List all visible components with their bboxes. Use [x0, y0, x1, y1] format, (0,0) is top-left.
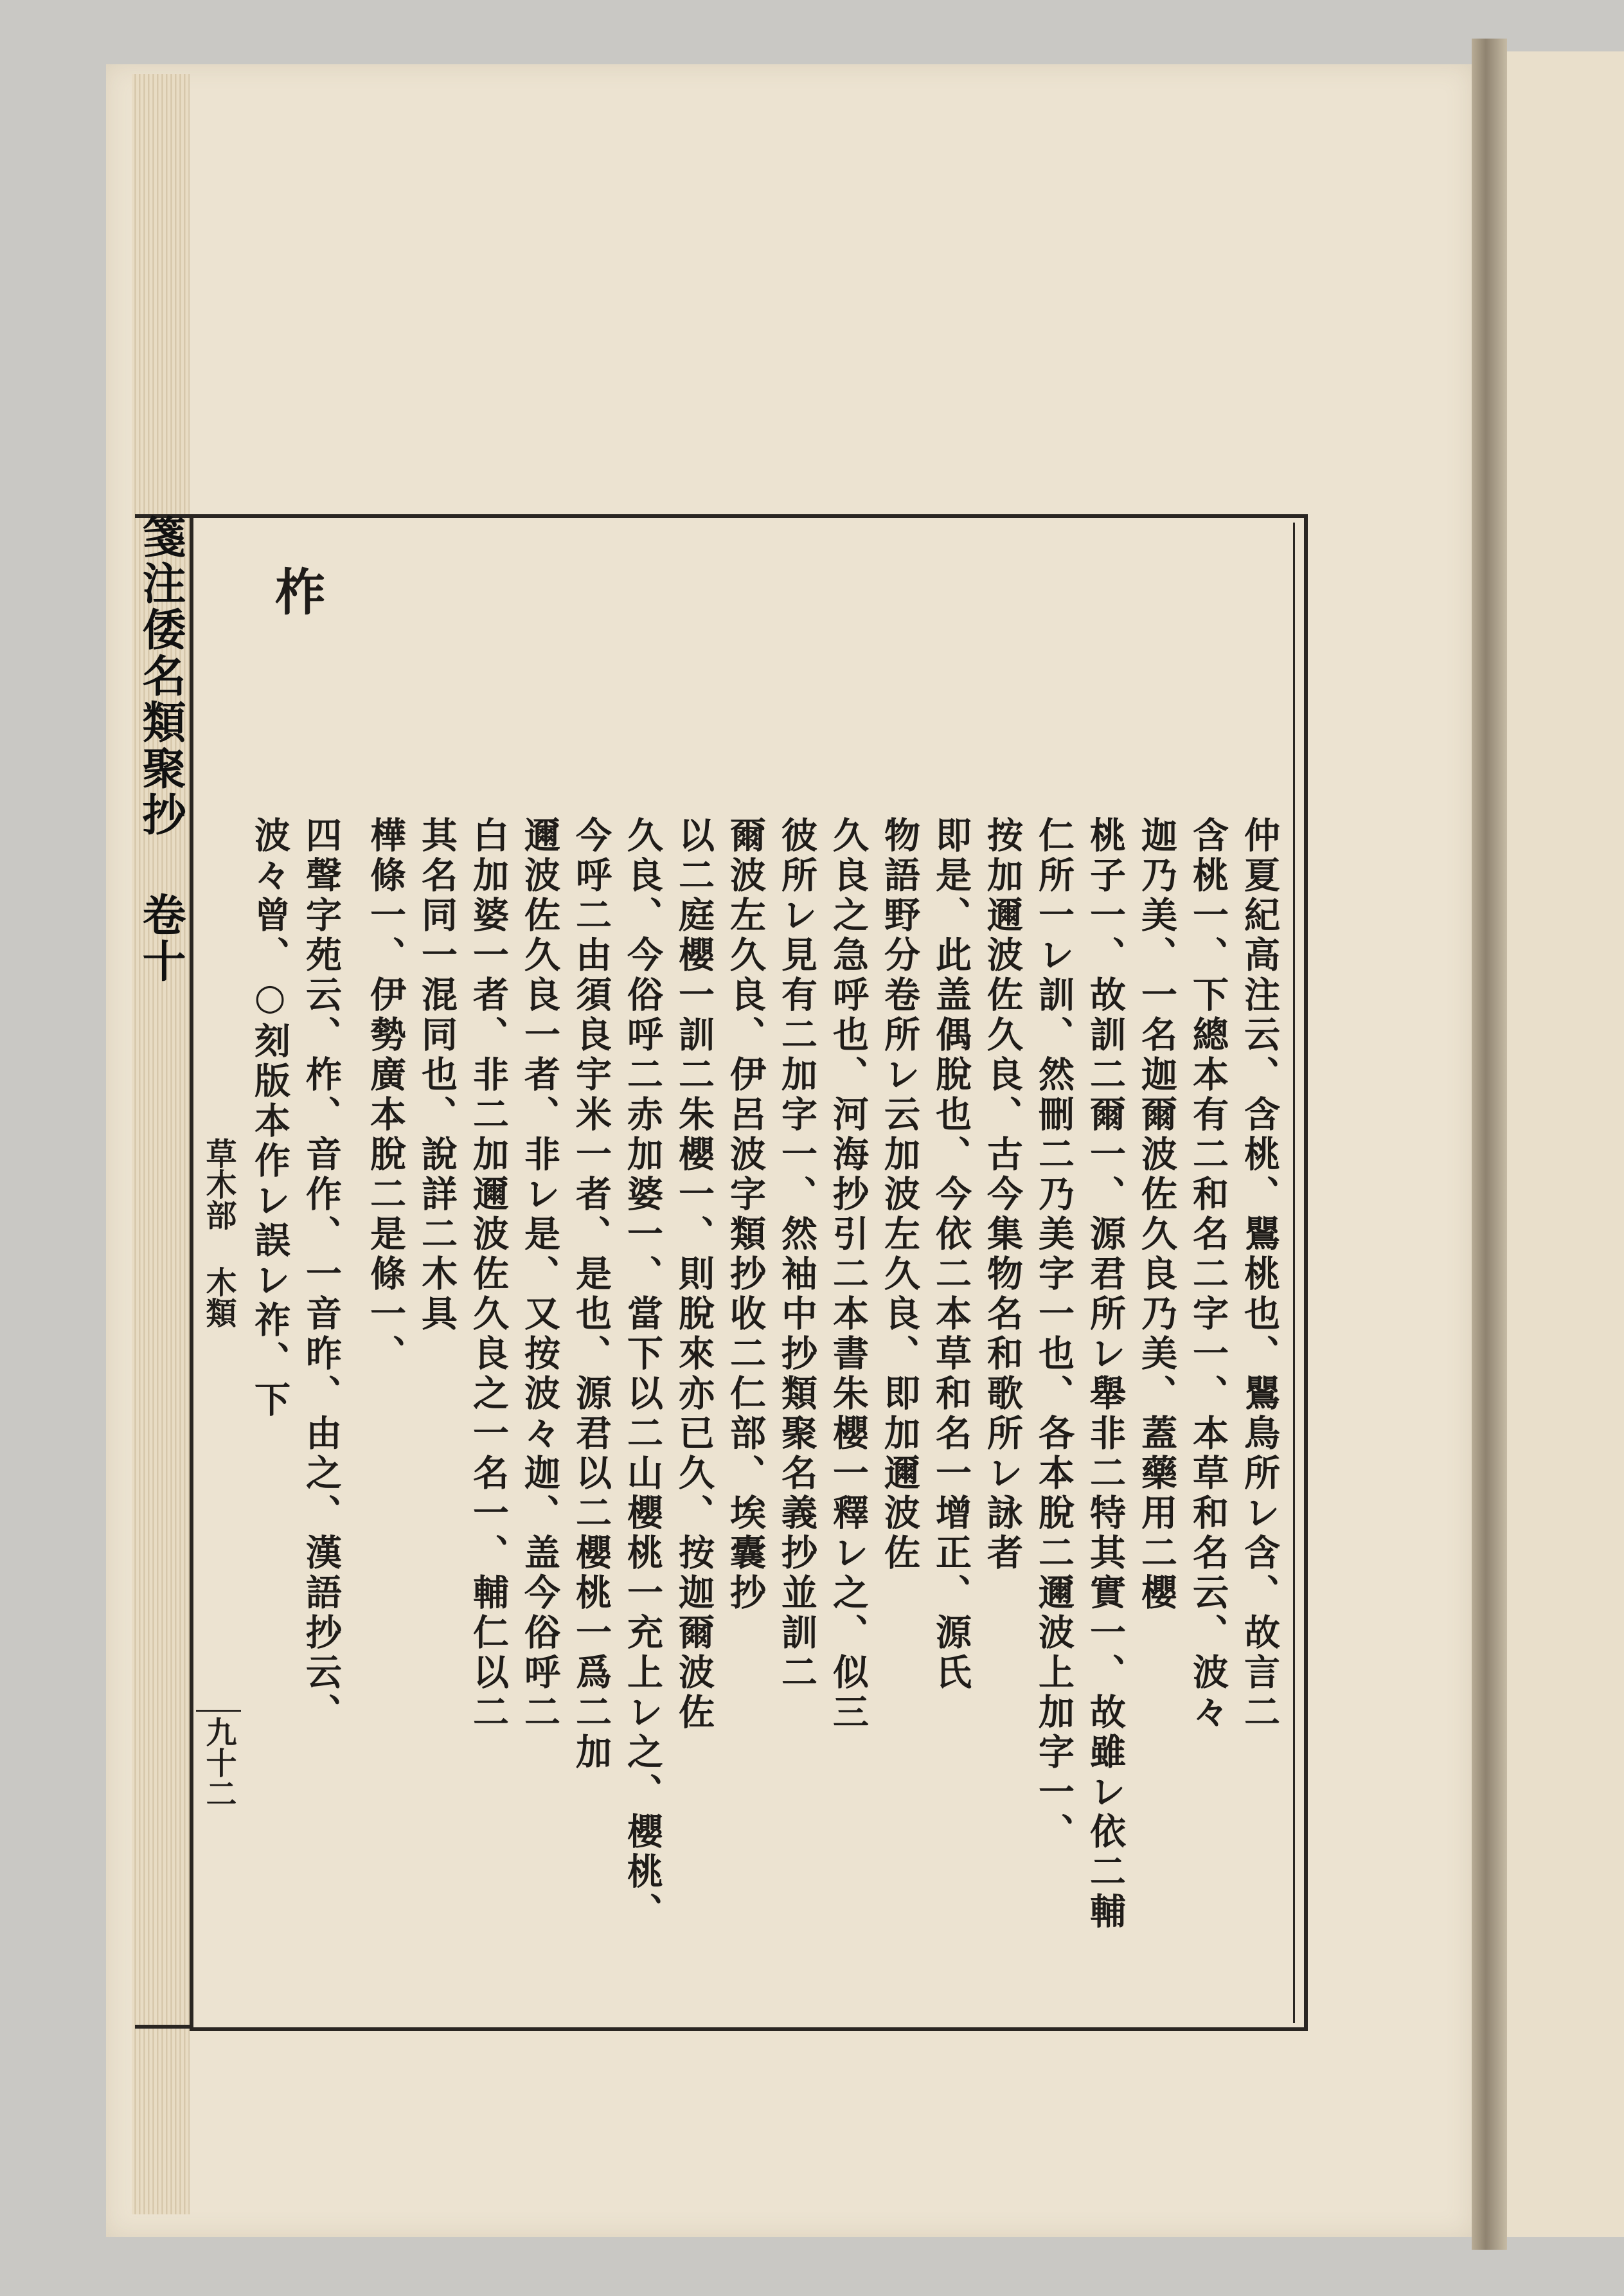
text-column: 久良之急呼也、河海抄引二本書朱櫻一釋レ之、似三 [827, 816, 870, 1733]
section-label: 草木部 木類 [201, 1138, 236, 1328]
text-column: 久良、今俗呼二赤加婆一、當下以二山櫻桃一充上レ之、櫻桃、 [621, 816, 664, 1932]
text-column: 其名同一混同也、說詳二木具 [416, 816, 458, 1334]
text-column: 樺條一、伊勢廣本脫二是條一、 [364, 816, 407, 1374]
facing-page [1507, 51, 1624, 2237]
text-column: 即是、此盖偶脫也、今依二本草和名一增正、源氏 [930, 816, 972, 1693]
text-column: 含桃一、下總本有二和名二字一、本草和名云、波々 [1187, 816, 1229, 1733]
margin-book-title: 箋注倭名類聚抄 卷十 [135, 514, 186, 985]
text-column: 迦乃美、一名迦爾波佐久良乃美、蓋藥用二櫻 [1136, 816, 1178, 1613]
margin-rule-bottom [135, 2025, 193, 2029]
text-column: 爾波左久良、伊呂波字類抄收二仁部、埃囊抄 [724, 816, 767, 1613]
text-column: 以二庭櫻一訓二朱櫻一、則脫來亦已久、按迦爾波佐 [673, 816, 715, 1733]
page-number: 九十二 [201, 1716, 236, 1809]
text-column: 今呼二由須良宇米一者、是也、源君以二櫻桃一爲二加 [570, 816, 612, 1773]
text-column: 彼所レ見有二加字一、然袖中抄類聚名義抄並訓二 [776, 816, 818, 1693]
text-column: 按加邇波佐久良、古今集物名和歌所レ詠者 [981, 816, 1024, 1574]
text-column: 仁所一レ訓、然刪二乃美字一也、各本脫二邇波上加字一、 [1033, 816, 1075, 1852]
text-column: 四聲字苑云、柞、音作、一音昨、由之、漢語抄云、 [300, 816, 343, 1733]
text-column: 桃子一、故訓二爾一、源君所レ舉非二特其實一、故雖レ依二輔 [1084, 816, 1127, 1932]
text-column: 仲夏紀高注云、含桃、鸎桃也、鸎鳥所レ含、故言二 [1238, 816, 1281, 1733]
page-edges [132, 74, 190, 2214]
text-column: 波々曾、○刻版本作レ誤レ祚、下 [249, 816, 291, 1421]
folio-rule [196, 1710, 241, 1712]
text-column: 白加婆一者、非二加邇波佐久良之一名一、輔仁以二 [467, 816, 510, 1733]
text-column: 邇波佐久良一者、非レ是、又按波々迦、盖今俗呼二 [519, 816, 561, 1733]
text-column: 物語野分卷所レ云加波左久良、即加邇波佐 [879, 816, 921, 1574]
entry-heading: 柞 [267, 566, 325, 616]
book-spine [1472, 39, 1507, 2250]
